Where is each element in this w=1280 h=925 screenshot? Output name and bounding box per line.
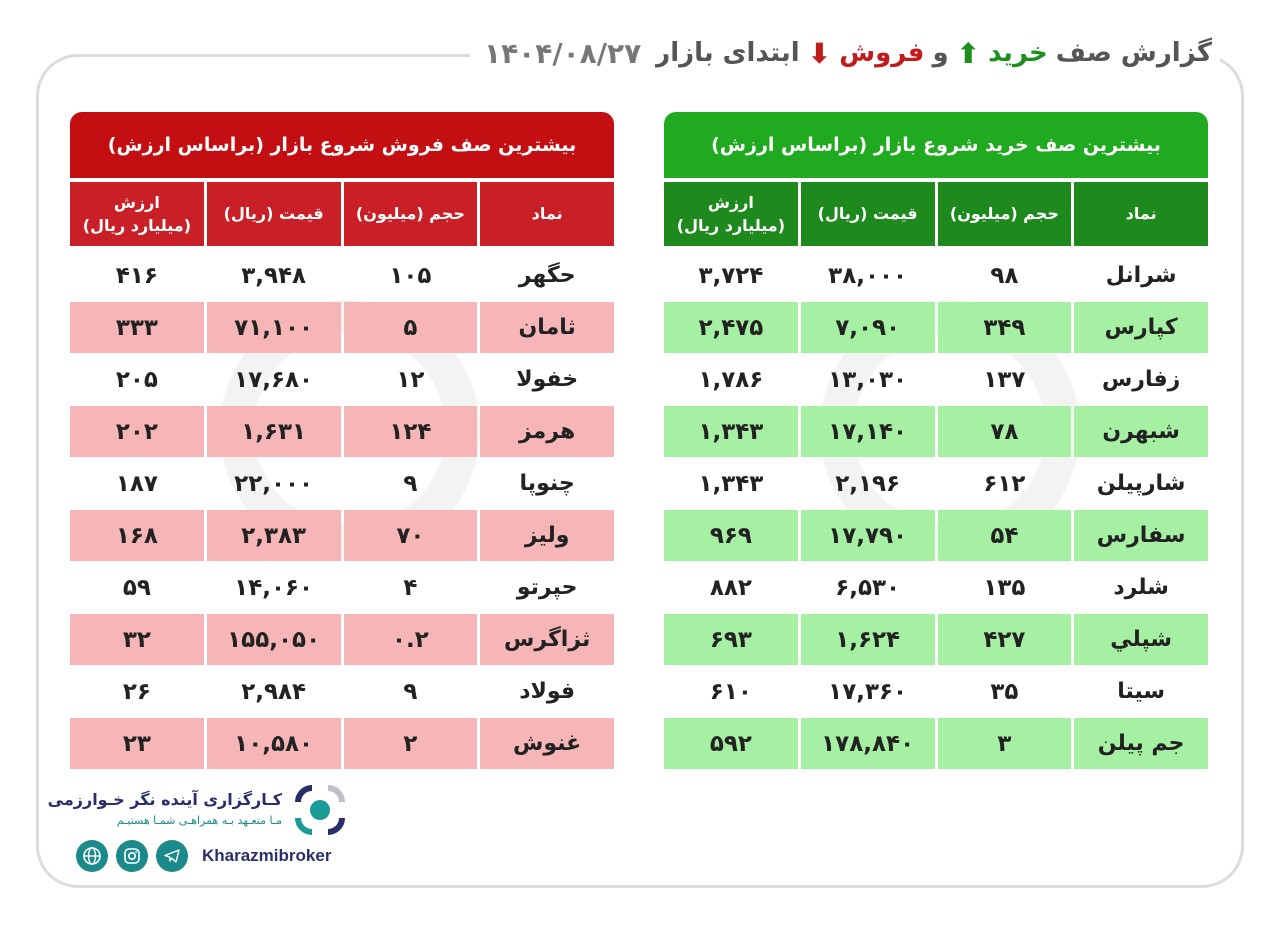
price-cell: ۱۰,۵۸۰	[207, 718, 341, 769]
volume-cell: ۳۵	[990, 678, 1019, 705]
volume-cell: ۹	[403, 470, 418, 497]
symbol-cell: فولاد	[519, 679, 576, 704]
value-cell: ۱۶۸	[70, 510, 204, 561]
instagram-icon[interactable]	[116, 840, 148, 872]
price-cell: ۲,۱۹۶	[835, 470, 901, 497]
arrow-up-icon: ⬆	[956, 36, 981, 70]
sell-header-row	[70, 182, 614, 246]
col-symbol: نماد	[1074, 182, 1208, 246]
value-cell: ۹۶۹	[664, 510, 798, 561]
value-cell: ۶۱۰	[709, 678, 752, 705]
symbol-cell: شلرد	[1113, 575, 1169, 600]
volume-cell: ۱۲۴	[344, 406, 478, 457]
telegram-icon[interactable]	[156, 840, 188, 872]
value-cell: ۱,۷۸۶	[698, 366, 764, 393]
volume-cell: ۳۴۹	[938, 302, 1072, 353]
symbol-cell: شارپیلن	[1096, 471, 1186, 496]
value-cell: ۱,۳۴۳	[698, 470, 764, 497]
price-cell: ۲,۹۸۴	[241, 678, 307, 705]
value-cell: ۵۹	[122, 574, 151, 601]
col-value-line2: (میلیارد ریال)	[676, 216, 785, 235]
price-cell: ۱۷,۶۸۰	[234, 366, 314, 393]
sell-panel-title: بیشترین صف فروش شروع بازار (براساس ارزش)	[70, 112, 614, 178]
buy-panel-title: بیشترین صف خرید شروع بازار (براساس ارزش)	[664, 112, 1208, 178]
buy-rows	[664, 250, 1208, 769]
col-value-line2: (میلیارد ریال)	[82, 216, 191, 235]
volume-cell: ۳	[938, 718, 1072, 769]
value-cell: ۶۹۳	[664, 614, 798, 665]
sell-queue-panel	[70, 112, 614, 770]
price-cell: ۱,۶۳۱	[207, 406, 341, 457]
price-cell: ۱۳,۰۳۰	[828, 366, 908, 393]
price-cell: ۱۴,۰۶۰	[234, 574, 314, 601]
price-cell: ۱۵۵,۰۵۰	[207, 614, 341, 665]
value-cell: ۲۰۵	[115, 366, 158, 393]
volume-cell: ۰.۲	[344, 614, 478, 665]
symbol-cell: هرمز	[480, 406, 614, 457]
table-row	[664, 406, 1208, 457]
symbol-cell: سفارس	[1074, 510, 1208, 561]
symbol-cell: ثزاگرس	[480, 614, 614, 665]
price-cell: ۱۷,۳۶۰	[828, 678, 908, 705]
logo-mark-icon	[292, 782, 348, 838]
col-symbol: نماد	[480, 182, 614, 246]
price-cell: ۱۷,۷۹۰	[801, 510, 935, 561]
volume-cell: ۲	[344, 718, 478, 769]
volume-cell: ۱۰۵	[389, 262, 432, 289]
title-buy: خرید	[988, 38, 1048, 68]
title-part2: ابتدای بازار	[655, 38, 800, 68]
price-cell: ۱,۶۲۴	[801, 614, 935, 665]
brand-name-en: Kharazmibroker	[202, 846, 332, 865]
volume-cell: ۶۱۲	[983, 470, 1026, 497]
col-value	[70, 182, 204, 246]
col-volume: حجم (میلیون)	[938, 182, 1072, 246]
table-row	[664, 250, 1208, 301]
volume-cell: ۱۳۵	[983, 574, 1026, 601]
volume-cell: ۱۲	[396, 366, 425, 393]
table-row	[664, 354, 1208, 405]
table-row	[664, 562, 1208, 613]
value-cell: ۱۸۷	[115, 470, 158, 497]
volume-cell: ۴	[403, 574, 418, 601]
volume-cell: ۷۸	[938, 406, 1072, 457]
col-value-line1: ارزش	[113, 192, 160, 212]
table-row	[664, 666, 1208, 717]
table-row	[664, 458, 1208, 509]
title-sell: فروش	[839, 38, 925, 68]
value-cell: ۸۸۲	[709, 574, 752, 601]
table-row	[70, 354, 614, 405]
volume-cell: ۵	[344, 302, 478, 353]
table-row	[664, 614, 1208, 665]
table-row	[70, 250, 614, 301]
value-cell: ۱,۳۴۳	[664, 406, 798, 457]
symbol-cell: خفولا	[516, 367, 579, 392]
value-cell: ۴۱۶	[115, 262, 158, 289]
volume-cell: ۱۳۷	[983, 366, 1026, 393]
table-row	[664, 302, 1208, 353]
volume-cell: ۴۲۷	[938, 614, 1072, 665]
price-cell: ۱۷۸,۸۴۰	[801, 718, 935, 769]
table-row	[70, 458, 614, 509]
table-row	[70, 666, 614, 717]
symbol-cell: ولیز	[480, 510, 614, 561]
price-cell: ۷,۰۹۰	[801, 302, 935, 353]
price-cell: ۲۲,۰۰۰	[234, 470, 314, 497]
symbol-cell: کپارس	[1074, 302, 1208, 353]
symbol-cell: حپرتو	[516, 575, 578, 600]
web-icon[interactable]	[76, 840, 108, 872]
symbol-cell: جم پیلن	[1074, 718, 1208, 769]
volume-cell: ۹	[403, 678, 418, 705]
price-cell: ۱۷,۱۴۰	[801, 406, 935, 457]
col-price: قیمت (ریال)	[207, 182, 341, 246]
table-row	[70, 302, 614, 353]
value-cell: ۲۶	[122, 678, 151, 705]
table-row	[70, 510, 614, 561]
value-cell: ۳۳۳	[70, 302, 204, 353]
symbol-cell: حگهر	[518, 263, 576, 288]
symbol-cell: چنوپا	[519, 471, 575, 496]
brand-slogan: مـا متعـهد بـه همراهـی شمـا هستیـم	[116, 814, 282, 827]
col-price: قیمت (ریال)	[801, 182, 935, 246]
price-cell: ۳۸,۰۰۰	[828, 262, 908, 289]
volume-cell: ۹۸	[990, 262, 1019, 289]
brand-logo	[47, 780, 352, 880]
title-and: و	[932, 38, 949, 68]
social-links	[76, 840, 188, 872]
report-title	[647, 30, 1220, 76]
price-cell: ۳,۹۴۸	[241, 262, 307, 289]
table-row	[70, 718, 614, 769]
symbol-cell: زفارس	[1101, 367, 1181, 392]
price-cell: ۶,۵۳۰	[835, 574, 901, 601]
value-cell: ۳,۷۲۴	[698, 262, 764, 289]
buy-header-row	[664, 182, 1208, 246]
value-cell: ۲۳	[70, 718, 204, 769]
symbol-cell: غنوش	[480, 718, 614, 769]
col-value	[664, 182, 798, 246]
arrow-down-icon: ⬇	[807, 36, 832, 70]
buy-queue-panel	[664, 112, 1208, 770]
sell-rows	[70, 250, 614, 769]
value-cell: ۵۹۲	[664, 718, 798, 769]
table-row	[664, 718, 1208, 769]
price-cell: ۲,۳۸۳	[207, 510, 341, 561]
value-cell: ۲۰۲	[70, 406, 204, 457]
table-row	[664, 510, 1208, 561]
value-cell: ۲,۴۷۵	[664, 302, 798, 353]
symbol-cell: ثامان	[480, 302, 614, 353]
col-value-line1: ارزش	[707, 192, 754, 212]
table-row	[70, 562, 614, 613]
table-row	[70, 614, 614, 665]
value-cell: ۳۲	[70, 614, 204, 665]
brand-name-fa: کـارگزاری آینده نگر خـوارزمی	[47, 790, 282, 809]
title-part1: گزارش صف	[1055, 38, 1212, 68]
col-volume: حجم (میلیون)	[344, 182, 478, 246]
symbol-cell: شبهرن	[1074, 406, 1208, 457]
volume-cell: ۷۰	[344, 510, 478, 561]
price-cell: ۷۱,۱۰۰	[207, 302, 341, 353]
symbol-cell: شرانل	[1105, 263, 1177, 288]
symbol-cell: سیتا	[1117, 679, 1166, 704]
report-date: ۱۴۰۴/۰۸/۲۷	[470, 30, 655, 76]
symbol-cell: شپلي	[1074, 614, 1208, 665]
volume-cell: ۵۴	[938, 510, 1072, 561]
table-row	[70, 406, 614, 457]
